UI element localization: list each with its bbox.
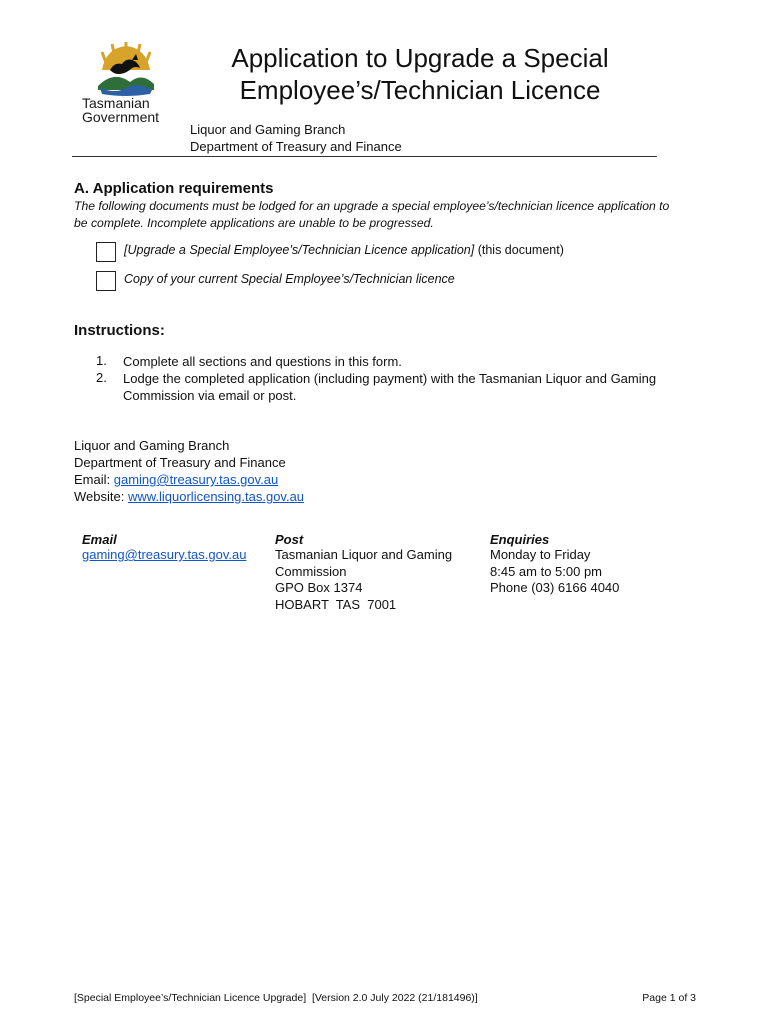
title-line2: Employee’s/Technician Licence (239, 75, 601, 105)
tasmanian-government-logo (78, 40, 174, 126)
thylacine-emblem-icon (96, 40, 156, 96)
checkbox-current-licence-copy[interactable] (96, 271, 116, 291)
post-line: HOBART TAS 7001 (275, 596, 397, 612)
enquiries-column-heading: Enquiries (490, 532, 550, 547)
contact-department: Department of Treasury and Finance (74, 455, 286, 470)
contact-website-link[interactable]: www.liquorlicensing.tas.gov.au (127, 489, 305, 504)
step-text-line2: Commission via email or post. (123, 388, 297, 403)
checkbox-label-italic: Copy of your current Special Employee’s/Technician licence (124, 272, 455, 286)
logo-text-line2: Government (82, 109, 160, 125)
enquiries-line: Phone (03) 6166 4040 (490, 580, 620, 595)
header-divider (72, 156, 657, 157)
logo-text-line1: Tasmanian (82, 95, 150, 111)
step-number: 1. (96, 353, 107, 368)
checkbox-label-italic: [Upgrade a Special Employee’s/Technician Licence application] (124, 243, 475, 257)
instructions-heading: Instructions: (74, 322, 165, 339)
checkbox-label-current-licence-copy (124, 272, 455, 286)
enquiries-line: 8:45 am to 5:00 pm (490, 563, 603, 579)
header-department: Department of Treasury and Finance (190, 139, 402, 154)
step-text-line1: Complete all sections and questions in this form. (123, 354, 402, 369)
footer-document-info: [Special Employee’s/Technician Licence Upgrade] [Version 2.0 July 2022 (21/181496)] (74, 992, 478, 1004)
checkbox-label-upgrade-application (124, 243, 564, 257)
contact-email-row (74, 471, 304, 488)
post-line: GPO Box 1374 (275, 580, 363, 595)
page-title (190, 42, 650, 106)
email-column (82, 532, 246, 564)
post-line: Tasmanian Liquor and Gaming (275, 547, 453, 562)
checkbox-upgrade-application[interactable] (96, 242, 116, 262)
header-branch: Liquor and Gaming Branch (190, 122, 346, 137)
section-a-intro-line1: The following documents must be lodged for an upgrade a special employee’s/technician licence application to (74, 199, 670, 213)
post-column-heading: Post (275, 532, 304, 547)
step-text (123, 370, 703, 404)
contact-block (74, 437, 304, 505)
post-line: Commission (275, 563, 347, 579)
footer-page-number: Page 1 of 3 (642, 992, 696, 1004)
section-a-intro-line2: be complete. Incomplete applications are unable to be progressed. (74, 216, 434, 230)
step-number: 2. (96, 370, 107, 385)
section-a-heading: A. Application requirements (74, 180, 274, 197)
enquiries-column (490, 532, 619, 597)
enquiries-line: Monday to Friday (490, 547, 591, 562)
contact-website-label: Website: (74, 489, 128, 504)
post-column (275, 532, 452, 613)
contact-branch: Liquor and Gaming Branch (74, 438, 230, 453)
contact-email-label: Email: (74, 472, 114, 487)
section-a-intro (74, 198, 700, 232)
step-text (123, 353, 703, 370)
email-column-heading: Email (82, 532, 117, 547)
step-text-line1: Lodge the completed application (including payment) with the Tasmanian Liquor and Gaming (123, 371, 657, 386)
contact-website-row (74, 488, 304, 505)
email-column-link[interactable]: gaming@treasury.tas.gov.au (82, 547, 247, 562)
contact-email-link[interactable]: gaming@treasury.tas.gov.au (113, 472, 279, 487)
checkbox-label-plain: (this document) (474, 243, 564, 257)
title-line1: Application to Upgrade a Special (231, 43, 609, 73)
